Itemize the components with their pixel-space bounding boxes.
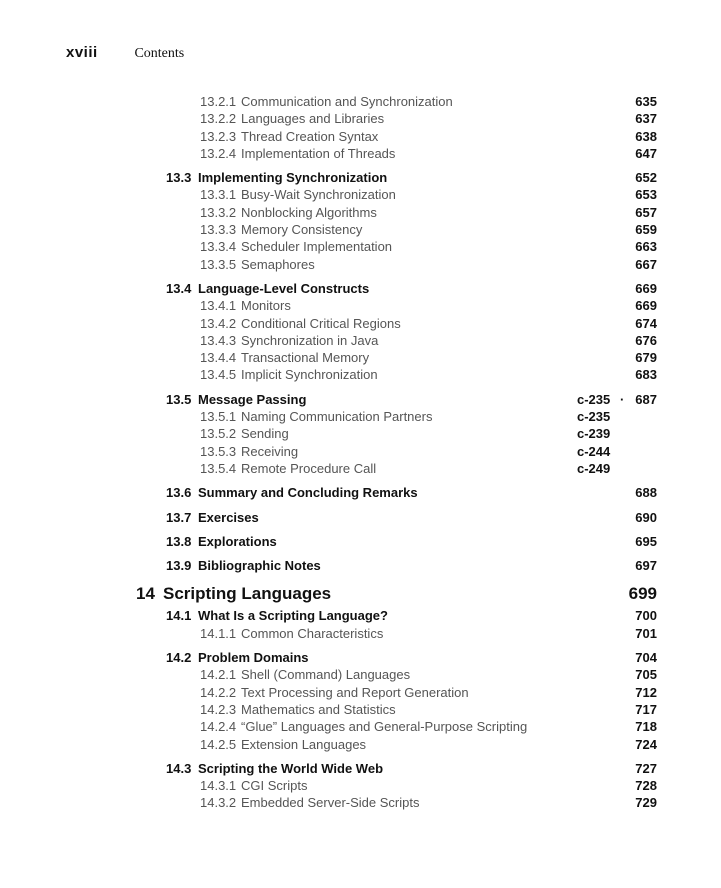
toc-entry-page: 718: [635, 719, 657, 735]
toc-entry-title: What Is a Scripting Language?: [198, 608, 388, 624]
toc-entry-number: 13.4.2: [200, 315, 237, 331]
toc-entry-number: 14.1.1: [200, 625, 237, 641]
toc-entry-page: 669: [635, 298, 657, 314]
toc-entry-page: 705: [635, 667, 657, 683]
toc-section[interactable]: [0, 509, 721, 526]
toc-entry-number: 13.4.3: [200, 332, 237, 348]
toc-entry-title: Remote Procedure Call: [241, 460, 377, 476]
toc-entry-number: 14: [136, 584, 155, 604]
toc-entry-number: 13.2.1: [200, 94, 237, 109]
toc-entry-number: 14.3.2: [200, 795, 237, 811]
toc-entry-title: Semaphores: [241, 256, 315, 272]
toc-entry-number: 13.3.2: [200, 204, 237, 220]
toc-entry-title: Scheduler Implementation: [241, 239, 393, 255]
toc-entry-title: Summary and Concluding Remarks: [198, 485, 418, 501]
toc-entry-page: 653: [635, 187, 657, 203]
toc-entry-number: 14.2.2: [200, 684, 237, 700]
toc-entry-title: Implicit Synchronization: [241, 367, 378, 383]
toc-subsection[interactable]: [0, 315, 721, 332]
toc-subsection[interactable]: [0, 332, 721, 349]
toc-subsection[interactable]: [0, 684, 721, 701]
toc-spacer: [0, 502, 721, 509]
toc-entry-title: Shell (Command) Languages: [241, 667, 411, 683]
toc-subsection[interactable]: [0, 408, 721, 425]
toc-entry-number: 13.3.3: [200, 222, 237, 238]
toc-entry-title: “Glue” Languages and General-Purpose Scripting: [241, 719, 528, 735]
toc-entry-page: 701: [635, 625, 657, 641]
toc-entry-title: CGI Scripts: [241, 778, 308, 794]
toc-subsection[interactable]: [0, 794, 721, 811]
toc-entry-number: 13.2.3: [200, 128, 237, 144]
toc-entry-title: Communication and Synchronization: [241, 94, 453, 109]
toc-entry-number: 13.2.4: [200, 145, 237, 161]
toc-entry-number: 13.9: [166, 558, 192, 574]
toc-entry-page: 697: [635, 558, 657, 574]
toc-entry-number: 13.5: [166, 391, 192, 407]
toc-subsection[interactable]: [0, 145, 721, 162]
toc-subsection[interactable]: [0, 701, 721, 718]
toc-entry-title: Transactional Memory: [241, 350, 370, 366]
toc-entry-title: Thread Creation Syntax: [241, 128, 379, 144]
toc-entry-page: 657: [635, 204, 657, 220]
toc-entry-number: 13.4.4: [200, 350, 237, 366]
toc-spacer: [0, 162, 721, 169]
toc-entry-title: Naming Communication Partners: [241, 409, 433, 425]
toc-subsection[interactable]: [0, 204, 721, 221]
toc-entry-number: 14.2.4: [200, 719, 237, 735]
toc-entry-page: 638: [635, 128, 657, 144]
toc-entry-number: 13.4.5: [200, 367, 237, 383]
toc-subsection[interactable]: [0, 625, 721, 642]
toc-entry-number: 13.3: [166, 170, 192, 186]
toc-subsection[interactable]: [0, 425, 721, 442]
toc-entry-page: 712: [635, 684, 657, 700]
running-header: [66, 44, 184, 62]
toc-entry-title: Languages and Libraries: [241, 111, 385, 127]
toc-entry-page: 729: [635, 795, 657, 811]
toc-subsection[interactable]: [0, 186, 721, 203]
toc-spacer: [0, 477, 721, 484]
toc-entry-number: 13.5.2: [200, 426, 237, 442]
toc-entry-page: 637: [635, 111, 657, 127]
toc-section[interactable]: [0, 169, 721, 186]
page-number: xviii: [66, 44, 98, 61]
toc-entry-title: Text Processing and Report Generation: [241, 684, 469, 700]
toc-entry-page: 652: [635, 170, 657, 186]
toc-entry-title: Nonblocking Algorithms: [241, 204, 377, 220]
toc-subsection[interactable]: [0, 443, 721, 460]
toc-entry-page: 663: [635, 239, 657, 255]
toc-entry-page: 728: [635, 778, 657, 794]
toc-subsection[interactable]: [0, 93, 721, 110]
toc-chapter[interactable]: [0, 581, 721, 607]
toc-section[interactable]: [0, 391, 721, 408]
toc-entry-title: Common Characteristics: [241, 625, 384, 641]
toc-entry-number: 13.6: [166, 485, 192, 501]
toc-entry-title: Scripting Languages: [163, 584, 332, 604]
toc-entry-number: 14.1: [166, 608, 192, 624]
toc-entry-page: 676: [635, 332, 657, 348]
toc-entry-separator: ·: [620, 391, 625, 407]
toc-spacer: [0, 384, 721, 391]
toc-spacer: [0, 526, 721, 533]
toc-spacer: [0, 574, 721, 581]
toc-entry-title: Implementing Synchronization: [198, 170, 388, 186]
toc-entry-page: 679: [635, 350, 657, 366]
toc-spacer: [0, 642, 721, 649]
toc-entry-number: 14.2.5: [200, 736, 237, 752]
toc-subsection[interactable]: [0, 349, 721, 366]
toc-entry-title: Problem Domains: [198, 650, 309, 666]
toc-entry-number: 14.2.3: [200, 701, 237, 717]
toc-entry-title: Embedded Server-Side Scripts: [241, 795, 420, 811]
toc-entry-page: 667: [635, 256, 657, 272]
toc-entry-title: Sending: [241, 426, 289, 442]
toc-entry-number: 14.2.1: [200, 667, 237, 683]
toc-entry-number: 13.3.1: [200, 187, 237, 203]
toc-entry-title: Exercises: [198, 509, 259, 525]
toc-section[interactable]: [0, 649, 721, 666]
toc-section[interactable]: [0, 557, 721, 574]
toc-entry-page: 704: [635, 650, 657, 666]
toc-entry-cd-page: c-235: [577, 391, 611, 407]
toc-entry-page: 695: [635, 533, 657, 549]
toc-entry-number: 13.5.1: [200, 409, 237, 425]
toc-entry-title: Extension Languages: [241, 736, 367, 752]
toc-entry-title: Scripting the World Wide Web: [198, 760, 384, 776]
toc-entry-number: 13.3.5: [200, 256, 237, 272]
toc-entry-page: 683: [635, 367, 657, 383]
toc-entry-number: 13.5.3: [200, 443, 237, 459]
table-of-contents: [0, 93, 721, 812]
toc-entry-page: 727: [635, 760, 657, 776]
toc-section[interactable]: [0, 280, 721, 297]
toc-entry-number: 13.4.1: [200, 298, 237, 314]
toc-entry-page: 687: [635, 391, 657, 407]
toc-subsection[interactable]: [0, 666, 721, 683]
toc-entry-number: 13.7: [166, 509, 192, 525]
toc-entry-cd-page: c-244: [577, 443, 611, 459]
toc-entry-number: 14.2: [166, 650, 192, 666]
toc-entry-title: Message Passing: [198, 391, 307, 407]
toc-entry-title: Mathematics and Statistics: [241, 701, 396, 717]
toc-subsection[interactable]: [0, 366, 721, 383]
toc-entry-title: Receiving: [241, 443, 299, 459]
toc-section[interactable]: [0, 533, 721, 550]
toc-entry-number: 14.3: [166, 760, 192, 776]
toc-section[interactable]: [0, 484, 721, 501]
toc-entry-cd-page: c-249: [577, 460, 611, 476]
toc-entry-title: Implementation of Threads: [241, 145, 396, 161]
toc-entry-number: 13.2.2: [200, 111, 237, 127]
toc-subsection[interactable]: [0, 128, 721, 145]
toc-subsection[interactable]: [0, 221, 721, 238]
toc-entry-title: Monitors: [241, 298, 291, 314]
toc-entry-cd-page: c-239: [577, 426, 611, 442]
toc-spacer: [0, 550, 721, 557]
toc-subsection[interactable]: [0, 460, 721, 477]
toc-entry-page: 659: [635, 222, 657, 238]
toc-entry-page: 669: [635, 280, 657, 296]
toc-spacer: [0, 753, 721, 760]
toc-subsection[interactable]: [0, 110, 721, 127]
toc-entry-page: 700: [635, 608, 657, 624]
toc-entry-page: 635: [635, 94, 657, 109]
toc-entry-title: Synchronization in Java: [241, 332, 379, 348]
toc-entry-page: 690: [635, 509, 657, 525]
toc-entry-title: Bibliographic Notes: [198, 558, 321, 574]
toc-subsection[interactable]: [0, 256, 721, 273]
toc-entry-cd-page: c-235: [577, 409, 611, 425]
toc-entry-number: 14.3.1: [200, 778, 237, 794]
toc-entry-page: 724: [635, 736, 657, 752]
toc-entry-title: Busy-Wait Synchronization: [241, 187, 396, 203]
toc-entry-page: 717: [635, 701, 657, 717]
toc-entry-page: 699: [628, 584, 657, 604]
toc-entry-number: 13.3.4: [200, 239, 237, 255]
toc-entry-title: Explorations: [198, 533, 277, 549]
toc-subsection[interactable]: [0, 297, 721, 314]
toc-entry-number: 13.5.4: [200, 460, 237, 476]
toc-entry-number: 13.8: [166, 533, 192, 549]
running-title: Contents: [134, 46, 185, 61]
toc-subsection[interactable]: [0, 718, 721, 735]
toc-entry-page: 647: [635, 145, 657, 161]
toc-entry-number: 13.4: [166, 280, 192, 296]
toc-entry-title: Language-Level Constructs: [198, 280, 370, 296]
toc-section[interactable]: [0, 607, 721, 624]
toc-section[interactable]: [0, 760, 721, 777]
toc-entry-title: Memory Consistency: [241, 222, 363, 238]
toc-entry-page: 688: [635, 485, 657, 501]
toc-subsection[interactable]: [0, 238, 721, 255]
toc-subsection[interactable]: [0, 736, 721, 753]
toc-entry-page: 674: [635, 315, 657, 331]
toc-spacer: [0, 273, 721, 280]
toc-subsection[interactable]: [0, 777, 721, 794]
toc-entry-title: Conditional Critical Regions: [241, 315, 401, 331]
